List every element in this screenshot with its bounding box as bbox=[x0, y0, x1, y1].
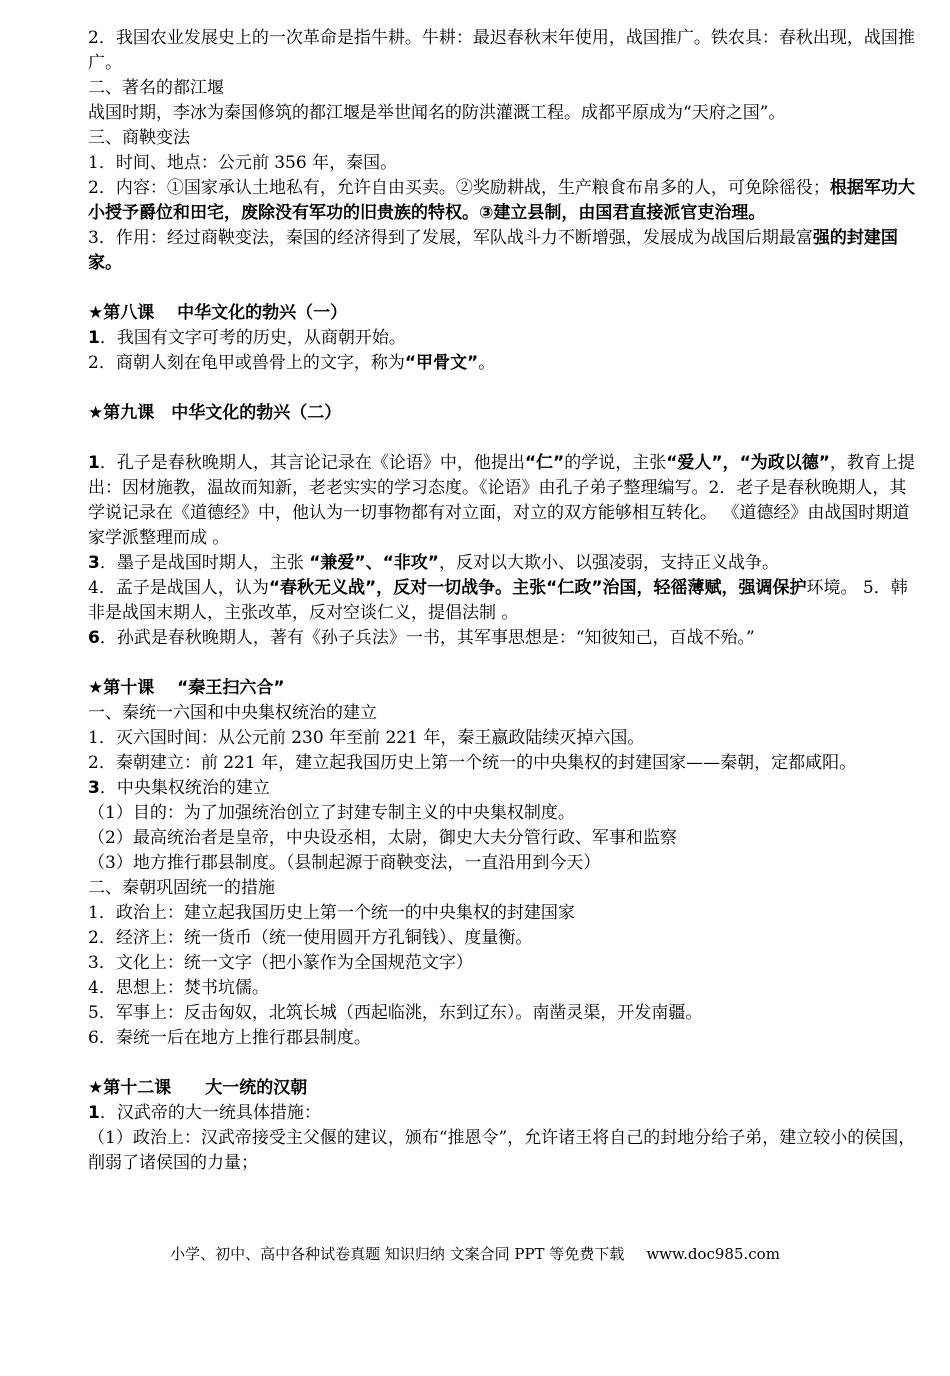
paragraph bbox=[88, 776, 918, 801]
paragraph bbox=[88, 576, 918, 626]
paragraph bbox=[88, 451, 918, 551]
text-span: ，教育上提出：因材施教，温故而知新，老老实实的学习态度。《论语》由孔子弟子整理编写。2．老子是春秋晚期人，其学说记录在《道德经》中，他认为一切事物都有对立面，对立的双方能够相互转化。 《道德经》由战国时期道家学派整理而成 。 bbox=[88, 453, 915, 548]
text-span: ．汉武帝的大一统具体措施： bbox=[99, 1103, 321, 1123]
lesson-10-heading: ★第十课 “秦王扫六合” bbox=[88, 678, 285, 698]
item-number: 1 bbox=[88, 1103, 100, 1123]
text-span: ．孔子是春秋晚期人，其言论记录在《论语》中，他提出 bbox=[99, 453, 525, 473]
text-span: ，反对以大欺小、以强凌弱，支持正义战争。 bbox=[438, 553, 779, 573]
paragraph bbox=[88, 226, 918, 276]
bold-text: “仁” bbox=[524, 453, 565, 473]
section-title: 二、秦朝巩固统一的措施 bbox=[88, 878, 275, 898]
bold-text: “甲骨文” bbox=[404, 353, 479, 373]
bold-text: “兼爱”、“非攻” bbox=[309, 553, 439, 573]
bold-text: 根据军功大小授予爵位和田宅，废除没有军功的旧贵族的特权。③建立县制，由国君直接派官吏治理。 bbox=[88, 178, 915, 223]
bold-text: “爱人”， bbox=[666, 453, 740, 473]
paragraph: 3．文化上：统一文字（把小篆作为全国规范文字） bbox=[88, 953, 473, 973]
spacer bbox=[88, 276, 918, 301]
text-span: ．孙武是春秋晚期人，著有《孙子兵法》一书，其军事思想是：“知彼知己，百战不殆。” bbox=[99, 628, 755, 648]
item-number: 6 bbox=[88, 628, 100, 648]
paragraph: （1）政治上：汉武帝接受主父偃的建议，颁布“推恩令”，允许诸王将自己的封地分给子弟，建立较小的侯国，削弱了诸侯国的力量； bbox=[88, 1128, 916, 1173]
paragraph: 2．经济上：统一货币（统一使用圆开方孔铜钱）、度量衡。 bbox=[88, 928, 533, 948]
text-span: ．中央集权统治的建立 bbox=[99, 778, 270, 798]
text-span: ．墨子是战国时期人，主张 bbox=[99, 553, 310, 573]
paragraph bbox=[88, 351, 918, 376]
bold-text: “为政以德” bbox=[739, 453, 830, 473]
paragraph bbox=[88, 1101, 918, 1126]
paragraph: （2）最高统治者是皇帝，中央设丞相，太尉，御史大夫分管行政、军事和监察 bbox=[88, 828, 677, 848]
document-body bbox=[88, 26, 918, 1176]
text-span: 3．作用：经过商鞅变法，秦国的经济得到了发展，军队战斗力不断增强，发展成为战国后期最富 bbox=[88, 228, 813, 248]
paragraph: （3）地方推行郡县制度。（县制起源于商鞅变法，一直沿用到今天） bbox=[88, 853, 601, 873]
paragraph: 4．思想上：焚书坑儒。 bbox=[88, 978, 269, 998]
item-number: 3 bbox=[88, 778, 100, 798]
paragraph: 1．时间、地点：公元前 356 年，秦国。 bbox=[88, 153, 398, 173]
lesson-12-heading: ★第十二课 大一统的汉朝 bbox=[88, 1078, 308, 1098]
bold-text: 强的封建国家。 bbox=[88, 228, 898, 273]
spacer bbox=[88, 426, 918, 451]
paragraph: （1）目的：为了加强统治创立了封建专制主义的中央集权制度。 bbox=[88, 803, 575, 823]
paragraph: 1．灭六国时间：从公元前 230 年至前 221 年，秦王嬴政陆续灭掉六国。 bbox=[88, 728, 645, 748]
footer-text: 小学、初中、高中各种试卷真题 知识归纳 文案合同 PPT 等免费下载 bbox=[170, 1245, 625, 1263]
section-title: 一、秦统一六国和中央集权统治的建立 bbox=[88, 703, 377, 723]
spacer bbox=[88, 1051, 918, 1076]
spacer bbox=[88, 651, 918, 676]
text-span: 2．商朝人刻在龟甲或兽骨上的文字，称为 bbox=[88, 353, 405, 373]
bold-text: “春秋无义战”，反对一切战争。主张“仁政”治国，轻徭薄赋，强调保护 bbox=[268, 578, 807, 598]
section-title: 二、著名的都江堰 bbox=[88, 78, 224, 98]
text-span: 2．内容：①国家承认土地私有，允许自由买卖。②奖励耕战，生产粮食布帛多的人，可免除徭役； bbox=[88, 178, 830, 198]
lesson-8-heading: ★第八课 中华文化的勃兴（一） bbox=[88, 303, 348, 323]
text-span: ．我国有文字可考的历史，从商朝开始。 bbox=[99, 328, 406, 348]
spacer bbox=[88, 376, 918, 401]
paragraph bbox=[88, 176, 918, 226]
paragraph bbox=[88, 551, 918, 576]
paragraph bbox=[88, 326, 918, 351]
item-number: 1 bbox=[88, 328, 100, 348]
text-span: 。 bbox=[478, 353, 496, 373]
section-title: 三、商鞅变法 bbox=[88, 128, 190, 148]
paragraph: 1．政治上：建立起我国历史上第一个统一的中央集权的封建国家 bbox=[88, 903, 575, 923]
item-number: 1 bbox=[88, 453, 100, 473]
paragraph: 战国时期，李冰为秦国修筑的都江堰是举世闻名的防洪灌溉工程。成都平原成为“天府之国”。 bbox=[88, 103, 786, 123]
text-span: 环境。 5．韩非是战国末期人，主张改革，反对空谈仁义，提倡法制 。 bbox=[88, 578, 908, 623]
page-footer bbox=[0, 1243, 950, 1265]
lesson-9-heading: ★第九课 中华文化的勃兴（二） bbox=[88, 403, 342, 423]
paragraph: 2．我国农业发展史上的一次革命是指牛耕。牛耕：最迟春秋末年使用，战国推广。铁农具：春秋出现，战国推广。 bbox=[88, 28, 915, 73]
paragraph: 5．军事上：反击匈奴，北筑长城（西起临洮，东到辽东）。南凿灵渠，开发南疆。 bbox=[88, 1003, 703, 1023]
paragraph: 2．秦朝建立：前 221 年，建立起我国历史上第一个统一的中央集权的封建国家——秦朝，定都咸阳。 bbox=[88, 753, 857, 773]
item-number: 3 bbox=[88, 553, 100, 573]
text-span: 的学说，主张 bbox=[564, 453, 667, 473]
paragraph bbox=[88, 626, 918, 651]
text-span: 4．孟子是战国人，认为 bbox=[88, 578, 269, 598]
footer-url-link[interactable]: www.doc985.com bbox=[646, 1245, 780, 1263]
paragraph: 6．秦统一后在地方上推行郡县制度。 bbox=[88, 1028, 371, 1048]
